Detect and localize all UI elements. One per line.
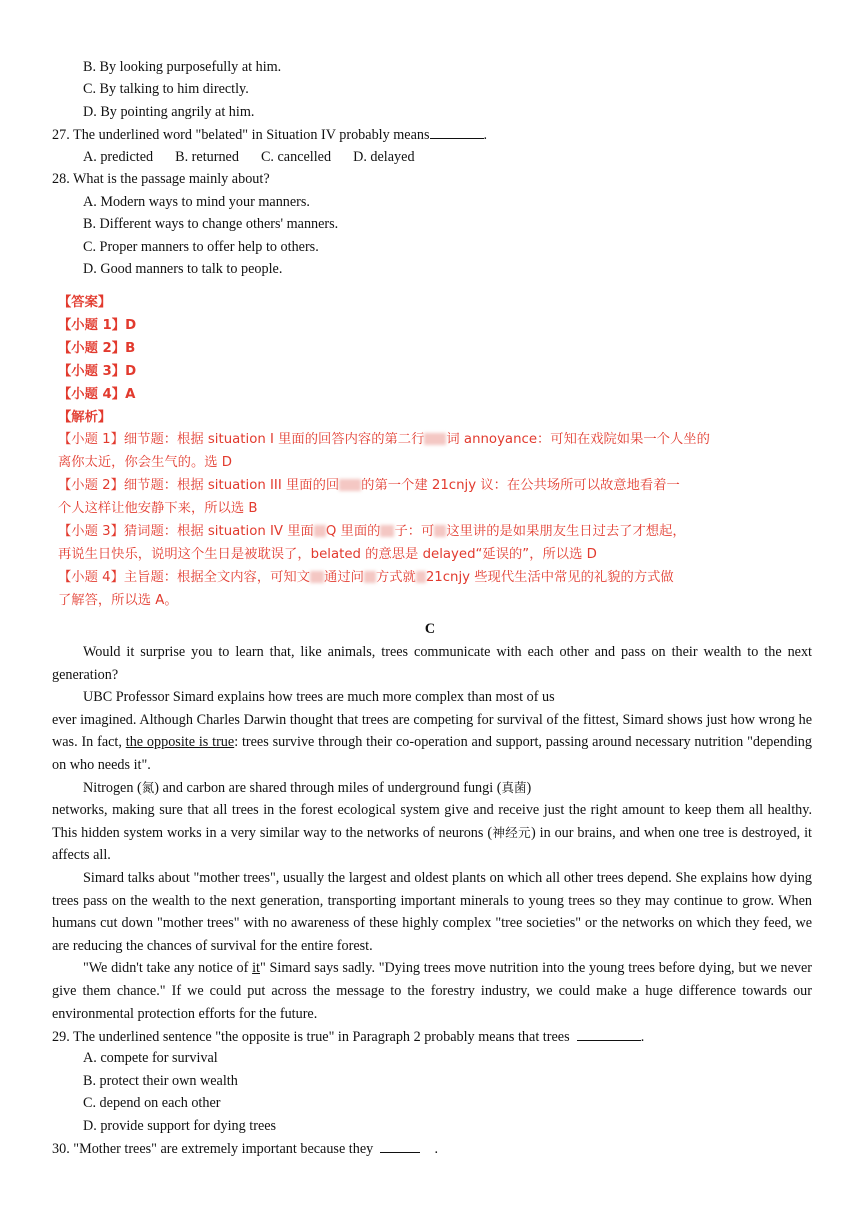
q28-stem: 28. What is the passage mainly about?: [52, 171, 270, 187]
analysis-q1-line1: [58, 429, 710, 451]
analysis-q2-line2: 个人这样让他安静下来，所以选 B: [58, 501, 258, 516]
analysis-q3-part1: 【小题 3】猜词题：根据 situation IV 里面: [58, 524, 314, 539]
answer-q4: 【小题 4】A: [58, 387, 136, 402]
answer-q3: 【小题 3】D: [58, 364, 137, 379]
q28-option-b: B. Different ways to change others' manners.: [83, 216, 339, 232]
q28-option-c: C. Proper manners to offer help to others.: [83, 239, 319, 255]
q27-option-a: A. predicted: [83, 149, 154, 165]
analysis-q2-part1: 【小题 2】细节题：根据 situation III 里面的回: [58, 478, 340, 493]
underlined-phrase: the opposite is true: [125, 734, 235, 751]
smudge-mark: [416, 571, 426, 583]
answer-header: 【答案】: [58, 295, 112, 310]
analysis-q3-part3: 子：可: [394, 524, 435, 539]
passage-paragraph-3-first-line: [52, 777, 812, 800]
smudge-mark: [339, 479, 361, 491]
analysis-q4-part4: 21cnjy 些现代生活中常见的礼貌的方式做: [425, 570, 674, 585]
answer-q1: 【小题 1】D: [58, 318, 137, 333]
q27-options: [83, 147, 437, 167]
analysis-q2-part2: 的第一个建 21cnjy 议：在公共场所可以故意地看着一: [361, 478, 680, 493]
analysis-q3-line1: [58, 521, 686, 543]
chinese-gloss: 神经元: [492, 824, 532, 840]
analysis-q4-part1: 【小题 4】主旨题：根据全文内容，可知文: [58, 570, 311, 585]
passage-paragraph-2-first-line: UBC Professor Simard explains how trees are much more complex than most of us: [83, 689, 555, 706]
p3-text: ): [526, 779, 532, 796]
analysis-q1-part1: 【小题 1】细节题：根据 situation I 里面的回答内容的第二行: [58, 432, 425, 447]
q27-option-c: C. cancelled: [260, 149, 332, 165]
passage-p2-text-a: ever imagined. Although Charles Darwin thought that trees are competing for survival of the fittest, Simard shows just how wrong he was. In fact,: [52, 711, 812, 751]
p3-text: ) and carbon are shared through miles of underground fungi (: [154, 779, 502, 796]
q29-option-c: C. depend on each other: [83, 1095, 221, 1111]
section-heading: C: [424, 621, 436, 637]
passage-paragraph-4: Simard talks about "mother trees", usually the largest and oldest plants on which all other trees depend. She explains how dying trees pass on the wealth to the next generation, transporting important minerals to young trees so they may continue to grow. When humans cut down "mother trees" with no awareness of these highly complex "tree societies" or the networks on which they feed, we are reducing the chances of survival for the entire forest.: [52, 869, 812, 954]
underlined-word: it: [252, 960, 260, 977]
analysis-q4-line1: [58, 567, 674, 589]
p3-text: networks, making sure that all trees in the forest ecological system give and receive just the right amount to keep them all healthy. This hidden system works in a very similar way to the networks of neurons (: [52, 802, 812, 841]
passage-paragraph-1: Would it surprise you to learn that, like animals, trees communicate with each other and pass on their wealth to the next generation?: [52, 644, 812, 683]
answer-blank: [430, 124, 484, 139]
passage-paragraph-3: [52, 799, 812, 867]
passage-p2-text-b: : trees survive through their co-operation and support, passing around necessary nutrition "depending on who needs it".: [52, 734, 812, 773]
smudge-mark: [314, 525, 326, 537]
passage-paragraph-2: [52, 709, 812, 777]
smudge-mark: [434, 525, 446, 537]
answer-analysis-image: [58, 292, 770, 610]
q29-stem-tail: .: [640, 1029, 645, 1045]
analysis-q1-line2: 离你太近，你会生气的。选 D: [58, 455, 233, 470]
smudge-mark: [310, 571, 324, 583]
q29-option-b: B. protect their own wealth: [83, 1073, 238, 1089]
q30-stem: [52, 1138, 438, 1159]
analysis-header: 【解析】: [58, 410, 112, 425]
p5-text: " Simard says sadly. "Dying trees move nutrition into the young trees before dying, but we never give them chance." If we could put across the message to the forestry industry, we could make a huge difference towards our environmental protection efforts for the future.: [52, 960, 812, 1022]
chinese-gloss: 真菌: [501, 779, 527, 795]
q29-stem: [52, 1026, 644, 1047]
analysis-q4-part3: 方式就: [375, 570, 416, 585]
q27-option-b: B. returned: [175, 149, 239, 165]
q27-stem-text: 27. The underlined word "belated" in Situation IV probably means: [52, 127, 430, 143]
chinese-gloss: 氮: [141, 779, 155, 795]
passage-c: [52, 641, 812, 1025]
q27-stem-tail: .: [483, 127, 488, 143]
q26-option-c: C. By talking to him directly.: [83, 81, 249, 97]
analysis-q4-line2: 了解答，所以选 A。: [58, 593, 178, 608]
p5-text: "We didn't take any notice of: [83, 960, 253, 977]
q30-stem-text: 30. "Mother trees" are extremely important because they: [52, 1141, 374, 1157]
analysis-q2-line1: [58, 475, 680, 497]
q29-option-d: D. provide support for dying trees: [83, 1118, 277, 1134]
answer-q2: 【小题 2】B: [58, 341, 136, 356]
passage-paragraph-5: [52, 957, 812, 1025]
q26-option-d: D. By pointing angrily at him.: [83, 104, 255, 120]
q27-option-d: D. delayed: [353, 149, 415, 165]
p3-text: ) in our brains, and when one tree is destroyed, it affects all.: [52, 824, 812, 864]
smudge-mark: [380, 525, 394, 537]
analysis-q4-part2: 通过问: [324, 570, 364, 585]
p3-text: Nitrogen (: [83, 779, 142, 796]
answer-blank: [577, 1026, 641, 1041]
q27-stem: [52, 124, 487, 145]
analysis-q3-part4: 这里讲的是如果朋友生日过去了才想起，: [446, 524, 686, 539]
answer-blank: [380, 1138, 420, 1153]
analysis-q3-part2: Q 里面的: [325, 524, 381, 539]
q30-stem-tail: .: [434, 1141, 439, 1157]
analysis-q3-line2: 再说生日快乐，说明这个生日是被耽误了，belated 的意思是 delayed“延误的”，所以选 D: [58, 547, 597, 562]
q28-option-a: A. Modern ways to mind your manners.: [83, 194, 310, 210]
q29-option-a: A. compete for survival: [83, 1050, 218, 1066]
q29-stem-text: 29. The underlined sentence "the opposite is true" in Paragraph 2 probably means that trees: [52, 1029, 570, 1045]
q28-option-d: D. Good manners to talk to people.: [83, 261, 283, 277]
q26-option-b: B. By looking purposefully at him.: [83, 59, 282, 75]
smudge-mark: [364, 571, 376, 583]
smudge-mark: [424, 433, 446, 445]
analysis-q1-part2: 词 annoyance：可知在戏院如果一个人坐的: [446, 432, 710, 447]
